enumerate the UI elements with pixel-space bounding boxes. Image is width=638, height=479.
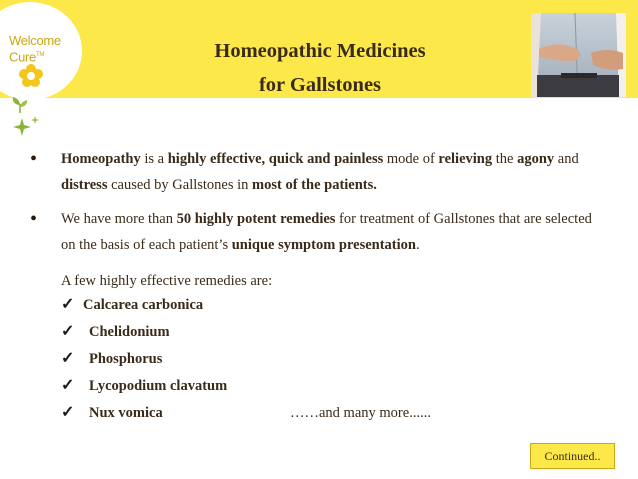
bullet-text-2 (61, 206, 606, 258)
title-line-2: for Gallstones (258, 74, 382, 96)
remedy-name: Chelidonium (89, 324, 170, 340)
bullet-run: caused by Gallstones in (107, 177, 253, 193)
sparkle-icon (12, 114, 42, 142)
remedy-name: Phosphorus (89, 351, 163, 367)
bullet-emphasis: highly effective, quick and painless (167, 151, 384, 167)
logo-text-welcome: Welcome (9, 33, 61, 48)
logo-text-cure: Cure (9, 49, 36, 65)
bullet-emphasis: Homeopathy (61, 151, 141, 167)
remedy-item (61, 404, 163, 422)
bullet-run: We have more than (61, 211, 177, 227)
bullet-dot: • (30, 208, 38, 230)
remedies-intro: A few highly effective remedies are: (61, 273, 273, 289)
abdominal-pain-photo (531, 13, 626, 97)
bullet-emphasis: 50 highly potent remedies (176, 211, 336, 227)
bullet-dot: • (30, 148, 38, 170)
check-icon: ✓ (61, 323, 75, 340)
remedy-name: Nux vomica (89, 405, 163, 421)
bullet-emphasis: most of the patients. (252, 177, 377, 193)
leaf-sprig-icon (10, 96, 30, 114)
bullet-emphasis: relieving (438, 151, 493, 167)
bullet-run: . (415, 237, 420, 253)
title-line-1: Homeopathic Medicines (214, 40, 426, 62)
flower-icon (18, 63, 44, 89)
continued-button[interactable]: Continued.. (530, 443, 615, 469)
remedy-name: Calcarea carbonica (83, 297, 204, 313)
bullet-emphasis: distress (61, 177, 108, 193)
remedy-item (61, 296, 203, 314)
remedy-item (61, 377, 227, 395)
more-remedies-text: ……and many more...... (290, 405, 431, 421)
bullet-run: is a (140, 151, 168, 167)
check-icon: ✓ (61, 404, 75, 421)
bullet-emphasis: unique symptom presentation (231, 237, 416, 253)
remedy-item (61, 350, 162, 368)
bullet-run: the (492, 151, 518, 167)
check-icon: ✓ (61, 296, 75, 313)
check-icon: ✓ (61, 377, 75, 394)
remedy-item (61, 323, 170, 341)
check-icon: ✓ (61, 350, 75, 367)
bullet-run: for treatment of Gallstones that are selected on the basis of each patient’s (61, 211, 592, 253)
remedy-name: Lycopodium clavatum (89, 378, 228, 394)
bullet-run: mode of (383, 151, 439, 167)
bullet-text-1 (61, 146, 606, 198)
logo-wordmark (9, 34, 69, 64)
bullet-run: and (554, 151, 579, 167)
bullet-emphasis: agony (517, 151, 555, 167)
logo-trademark: TM (35, 52, 45, 58)
slide-title (120, 34, 520, 102)
